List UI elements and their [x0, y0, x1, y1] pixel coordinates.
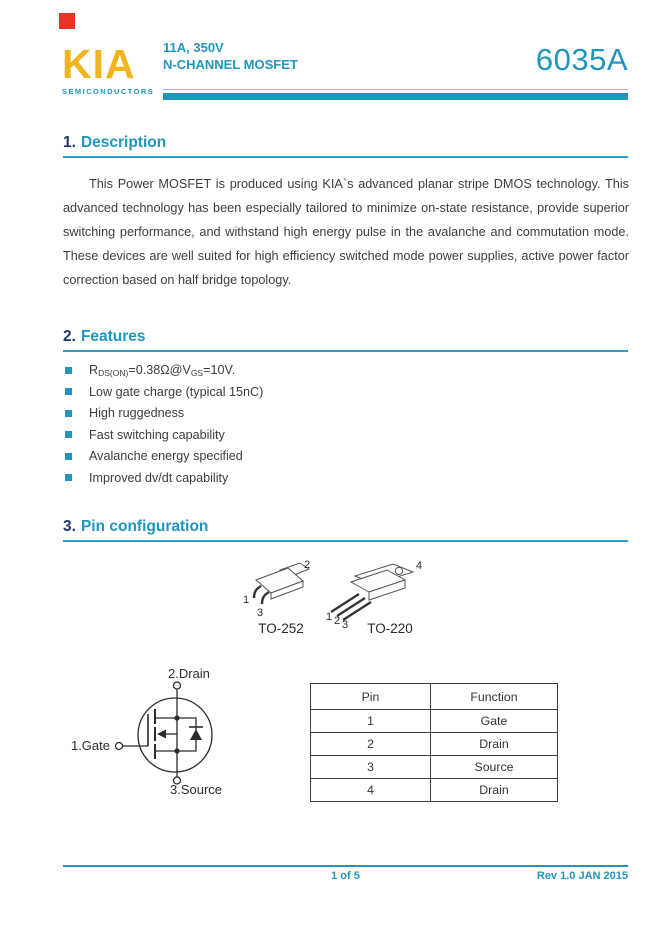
part-rating-line1: 11A, 350V: [163, 40, 224, 55]
feature-text: Avalanche energy specified: [89, 449, 243, 463]
section-number: 2.: [63, 328, 76, 345]
pin-cell: 1: [311, 710, 431, 733]
rds-subscript: DS(ON): [98, 368, 129, 378]
gate-terminal-label: 1.Gate: [70, 738, 110, 753]
drain-terminal-label: 2.Drain: [168, 666, 210, 681]
red-marker: [59, 13, 75, 29]
section-title: Pin configuration: [80, 518, 209, 535]
to252-caption: TO-252: [258, 621, 304, 636]
section-heading-pin-configuration: [63, 518, 628, 542]
table-header-row: [311, 684, 558, 710]
function-cell: Source: [431, 756, 558, 779]
feature-item: [65, 385, 605, 399]
column-header-function: Function: [431, 684, 558, 710]
vgs-subscript: GS: [190, 368, 204, 378]
to252-drawing: [254, 563, 309, 604]
table-row: [311, 733, 558, 756]
source-terminal-label: 3.Source: [170, 782, 223, 797]
section-title: Description: [80, 134, 167, 151]
page-number: 1 of 5: [331, 870, 360, 882]
square-bullet-icon: [65, 410, 72, 417]
part-rating-line2: N-CHANNEL MOSFET: [163, 56, 298, 72]
to220-pin1-label: 1: [326, 611, 333, 623]
pin-cell: 3: [311, 756, 431, 779]
to220-pin3-label: 3: [342, 619, 349, 631]
feature-item: [65, 471, 605, 485]
to252-pin2-label: 2: [304, 559, 311, 571]
feature-text: Improved dv/dt capability: [89, 470, 229, 485]
feature-item: [65, 428, 605, 442]
features-list: [65, 363, 605, 492]
description-paragraph: This Power MOSFET is produced using KIA`s advanced planar stripe DMOS technology. This advanced technology has been especially tailored to minimize on-state resistance, provide superior switching performance, and withstand high energy pulse in the avalanche and commutation mode. These devices are well suited for high efficiency switched mode power supplies, active power factor correction based on half bridge topology.: [63, 177, 629, 287]
function-cell: Gate: [431, 710, 558, 733]
square-bullet-icon: [65, 453, 72, 460]
part-ratings: [163, 40, 298, 73]
pin-cell: 4: [311, 779, 431, 802]
section-heading-description: [63, 134, 628, 158]
header-rule-thick: [163, 93, 628, 100]
revision-label: Rev 1.0 JAN 2015: [536, 870, 628, 882]
feature-text: Low gate charge (typical 15nC): [89, 384, 264, 399]
feature-text: Fast switching capability: [89, 427, 225, 442]
to220-pin2-label: 2: [334, 615, 341, 627]
header-rule-thin: [163, 89, 628, 90]
rds-value: =0.38Ω@V: [128, 363, 191, 377]
brand-tagline: SEMICONDUCTORS: [62, 87, 155, 96]
section-title: Features: [80, 328, 146, 345]
to252-pin1-label: 1: [243, 594, 250, 606]
table-row: [311, 710, 558, 733]
part-number: 6035A: [535, 42, 628, 77]
brand-logo: [62, 41, 172, 96]
to252-pin3-label: 3: [257, 607, 264, 619]
feature-item: [65, 363, 605, 377]
mosfet-symbol: [58, 663, 238, 803]
rds-symbol: R: [89, 363, 99, 377]
column-header-pin: Pin: [311, 684, 431, 710]
square-bullet-icon: [65, 431, 72, 438]
function-cell: Drain: [431, 779, 558, 802]
pin-cell: 2: [311, 733, 431, 756]
table-row: [311, 756, 558, 779]
to220-drawing: [331, 564, 413, 620]
square-bullet-icon: [65, 388, 72, 395]
footer-rule: [63, 865, 628, 867]
section-number: 3.: [63, 518, 76, 535]
function-cell: Drain: [431, 733, 558, 756]
to220-caption: TO-220: [367, 621, 413, 636]
square-bullet-icon: [65, 474, 72, 481]
feature-item: [65, 406, 605, 420]
vgs-value: =10V.: [203, 363, 236, 377]
brand-logo-text: KIA: [62, 41, 136, 87]
section-heading-features: [63, 328, 628, 352]
to220-pin4-label: 4: [416, 560, 423, 572]
package-drawings: [240, 556, 440, 640]
feature-text: High ruggedness: [89, 406, 185, 420]
table-row: [311, 779, 558, 802]
feature-text: [89, 363, 235, 377]
square-bullet-icon: [65, 367, 72, 374]
section-number: 1.: [63, 134, 76, 151]
feature-item: [65, 449, 605, 463]
pin-function-table: [310, 683, 558, 802]
